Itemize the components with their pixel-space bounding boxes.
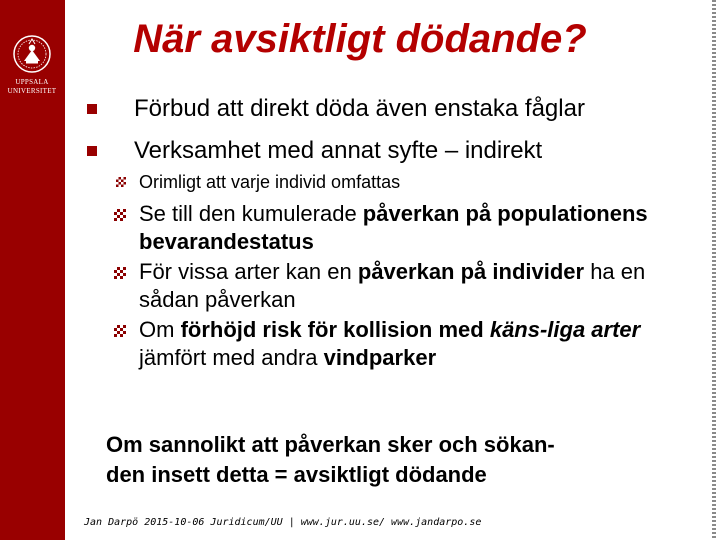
slide-footer: Jan Darpö 2015-10-06 Juridicum/UU | www.jur.uu.se/ www.jandarpo.se [84,517,482,528]
university-seal-icon [12,34,52,74]
slide-title: När avsiktligt dödande? [133,17,587,61]
sub-bullet-text-2a: Se till den kumulerade [139,201,363,226]
sub-bullet-1 [84,170,684,194]
sub-bullet-text-3b: påverkan på individer [357,259,585,284]
square-bullet-icon [87,146,97,156]
sidebar-band [0,0,65,540]
sub-bullet-2 [84,200,684,256]
sub-bullet-text-3c: ha en sådan påverkan [139,259,646,312]
sub-bullet-text-1: Orimligt att varje individ omfattas [139,172,401,192]
sub-bullet-4 [84,316,684,372]
bullet-item-1 [84,94,684,124]
bullet-item-2 [84,136,684,166]
summary-text [106,430,696,490]
sub-bullet-text-4c: käns-liga arter [489,317,641,342]
sub-bullet-text-4a: Om [139,317,181,342]
checker-bullet-icon [116,177,126,187]
summary-line-2: den insett detta = avsiktligt dödande [106,462,487,487]
sub-bullet-text-4d: jämfört med andra [139,345,324,370]
logo-text-line1: UPPSALA [15,78,49,86]
bullet-text-2: Verksamhet med annat syfte – indirekt [134,137,543,164]
checker-bullet-icon [114,325,126,337]
logo-text [8,78,57,96]
bullet-text-1: Förbud att direkt döda även enstaka fåglar [134,95,585,122]
sub-bullet-text-3a: För vissa arter kan en [139,259,358,284]
square-bullet-icon [87,104,97,114]
bullet-list [84,94,684,372]
checker-bullet-icon [114,267,126,279]
sub-bullet-text-4b: förhöjd risk för kollision med [180,317,490,342]
dotted-edge-decoration [712,0,716,540]
summary-line-1: Om sannolikt att påverkan sker och sökan- [106,432,555,457]
checker-bullet-icon [114,209,126,221]
logo-text-line2: UNIVERSITET [7,87,57,95]
sub-bullet-3 [84,258,684,314]
sub-bullet-text-2b: påverkan på populationens bevarandestatus [139,201,648,254]
uppsala-university-logo [6,34,58,96]
sub-bullet-text-4e: vindparker [323,345,437,370]
